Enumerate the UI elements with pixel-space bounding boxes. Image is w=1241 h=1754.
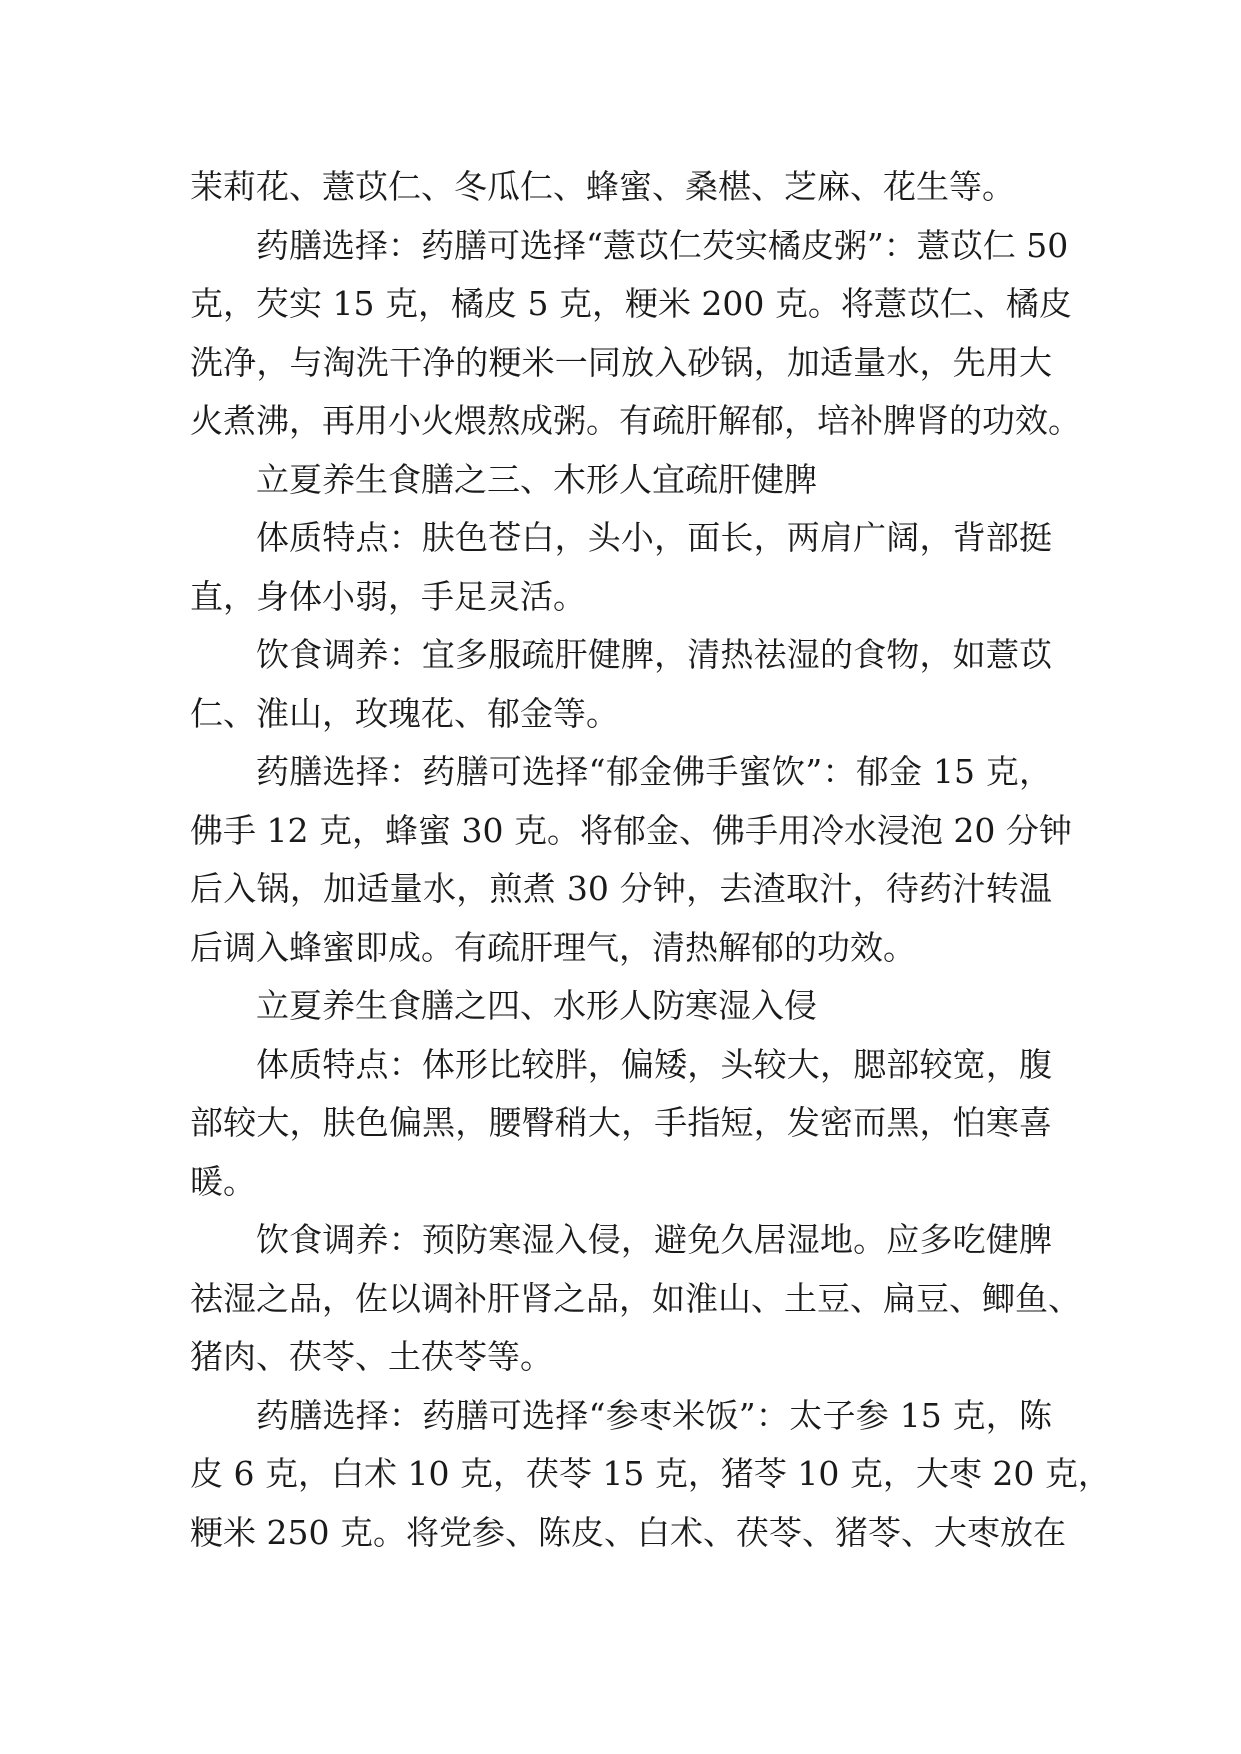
paragraph-line: 部较大，肤色偏黑，腰臀稍大，手指短，发密而黑，怕寒喜 bbox=[190, 1103, 1052, 1142]
paragraph-line: 仁、淮山，玫瑰花、郁金等。 bbox=[190, 693, 619, 733]
paragraph-line: 饮食调养：预防寒湿入侵，避免久居湿地。应多吃健脾 bbox=[256, 1220, 1052, 1259]
paragraph-line: 药膳选择：药膳可选择“郁金佛手蜜饮”：郁金 15 克， bbox=[256, 752, 1052, 791]
paragraph-line: 体质特点：肤色苍白，头小，面长，两肩广阔，背部挺 bbox=[256, 518, 1052, 557]
paragraph-line: 直，身体小弱，手足灵活。 bbox=[190, 576, 586, 616]
paragraph-line: 后调入蜂蜜即成。有疏肝理气，清热解郁的功效。 bbox=[190, 927, 916, 967]
paragraph-line: 佛手 12 克，蜂蜜 30 克。将郁金、佛手用冷水浸泡 20 分钟 bbox=[190, 810, 1072, 850]
paragraph-line: 皮 6 克，白术 10 克，茯苓 15 克，猪苓 10 克，大枣 20 克， bbox=[190, 1454, 1111, 1493]
paragraph-line: 茉莉花、薏苡仁、冬瓜仁、蜂蜜、桑椹、芝麻、花生等。 bbox=[190, 167, 1015, 206]
paragraph-line: 粳米 250 克。将党参、陈皮、白术、茯苓、猪苓、大枣放在 bbox=[190, 1512, 1066, 1552]
paragraph-line: 克，芡实 15 克，橘皮 5 克，粳米 200 克。将薏苡仁、橘皮 bbox=[190, 284, 1072, 323]
paragraph-line: 火煮沸，再用小火煨熬成粥。有疏肝解郁，培补脾肾的功效。 bbox=[190, 401, 1081, 440]
paragraph-line: 祛湿之品，佐以调补肝肾之品，如淮山、土豆、扁豆、鲫鱼、 bbox=[190, 1278, 1081, 1318]
paragraph-line: 猪肉、茯苓、土茯苓等。 bbox=[190, 1337, 553, 1376]
article-body bbox=[190, 158, 1111, 1562]
paragraph-line: 体质特点：体形比较胖，偏矮，头较大，腮部较宽，腹 bbox=[256, 1044, 1052, 1084]
section-heading: 立夏养生食膳之四、水形人防寒湿入侵 bbox=[256, 986, 817, 1025]
section-heading: 立夏养生食膳之三、木形人宜疏肝健脾 bbox=[256, 459, 817, 499]
paragraph-line: 药膳选择：药膳可选择“薏苡仁芡实橘皮粥”：薏苡仁 50 bbox=[256, 225, 1069, 265]
paragraph-line: 药膳选择：药膳可选择“参枣米饭”：太子参 15 克，陈 bbox=[256, 1395, 1052, 1435]
paragraph-line: 暖。 bbox=[190, 1161, 256, 1201]
paragraph-line: 后入锅，加适量水，煎煮 30 分钟，去渣取汁，待药汁转温 bbox=[190, 869, 1052, 908]
paragraph-line: 洗净，与淘洗干净的粳米一同放入砂锅，加适量水，先用大 bbox=[190, 342, 1052, 382]
paragraph-line: 饮食调养：宜多服疏肝健脾，清热祛湿的食物，如薏苡 bbox=[256, 635, 1052, 674]
